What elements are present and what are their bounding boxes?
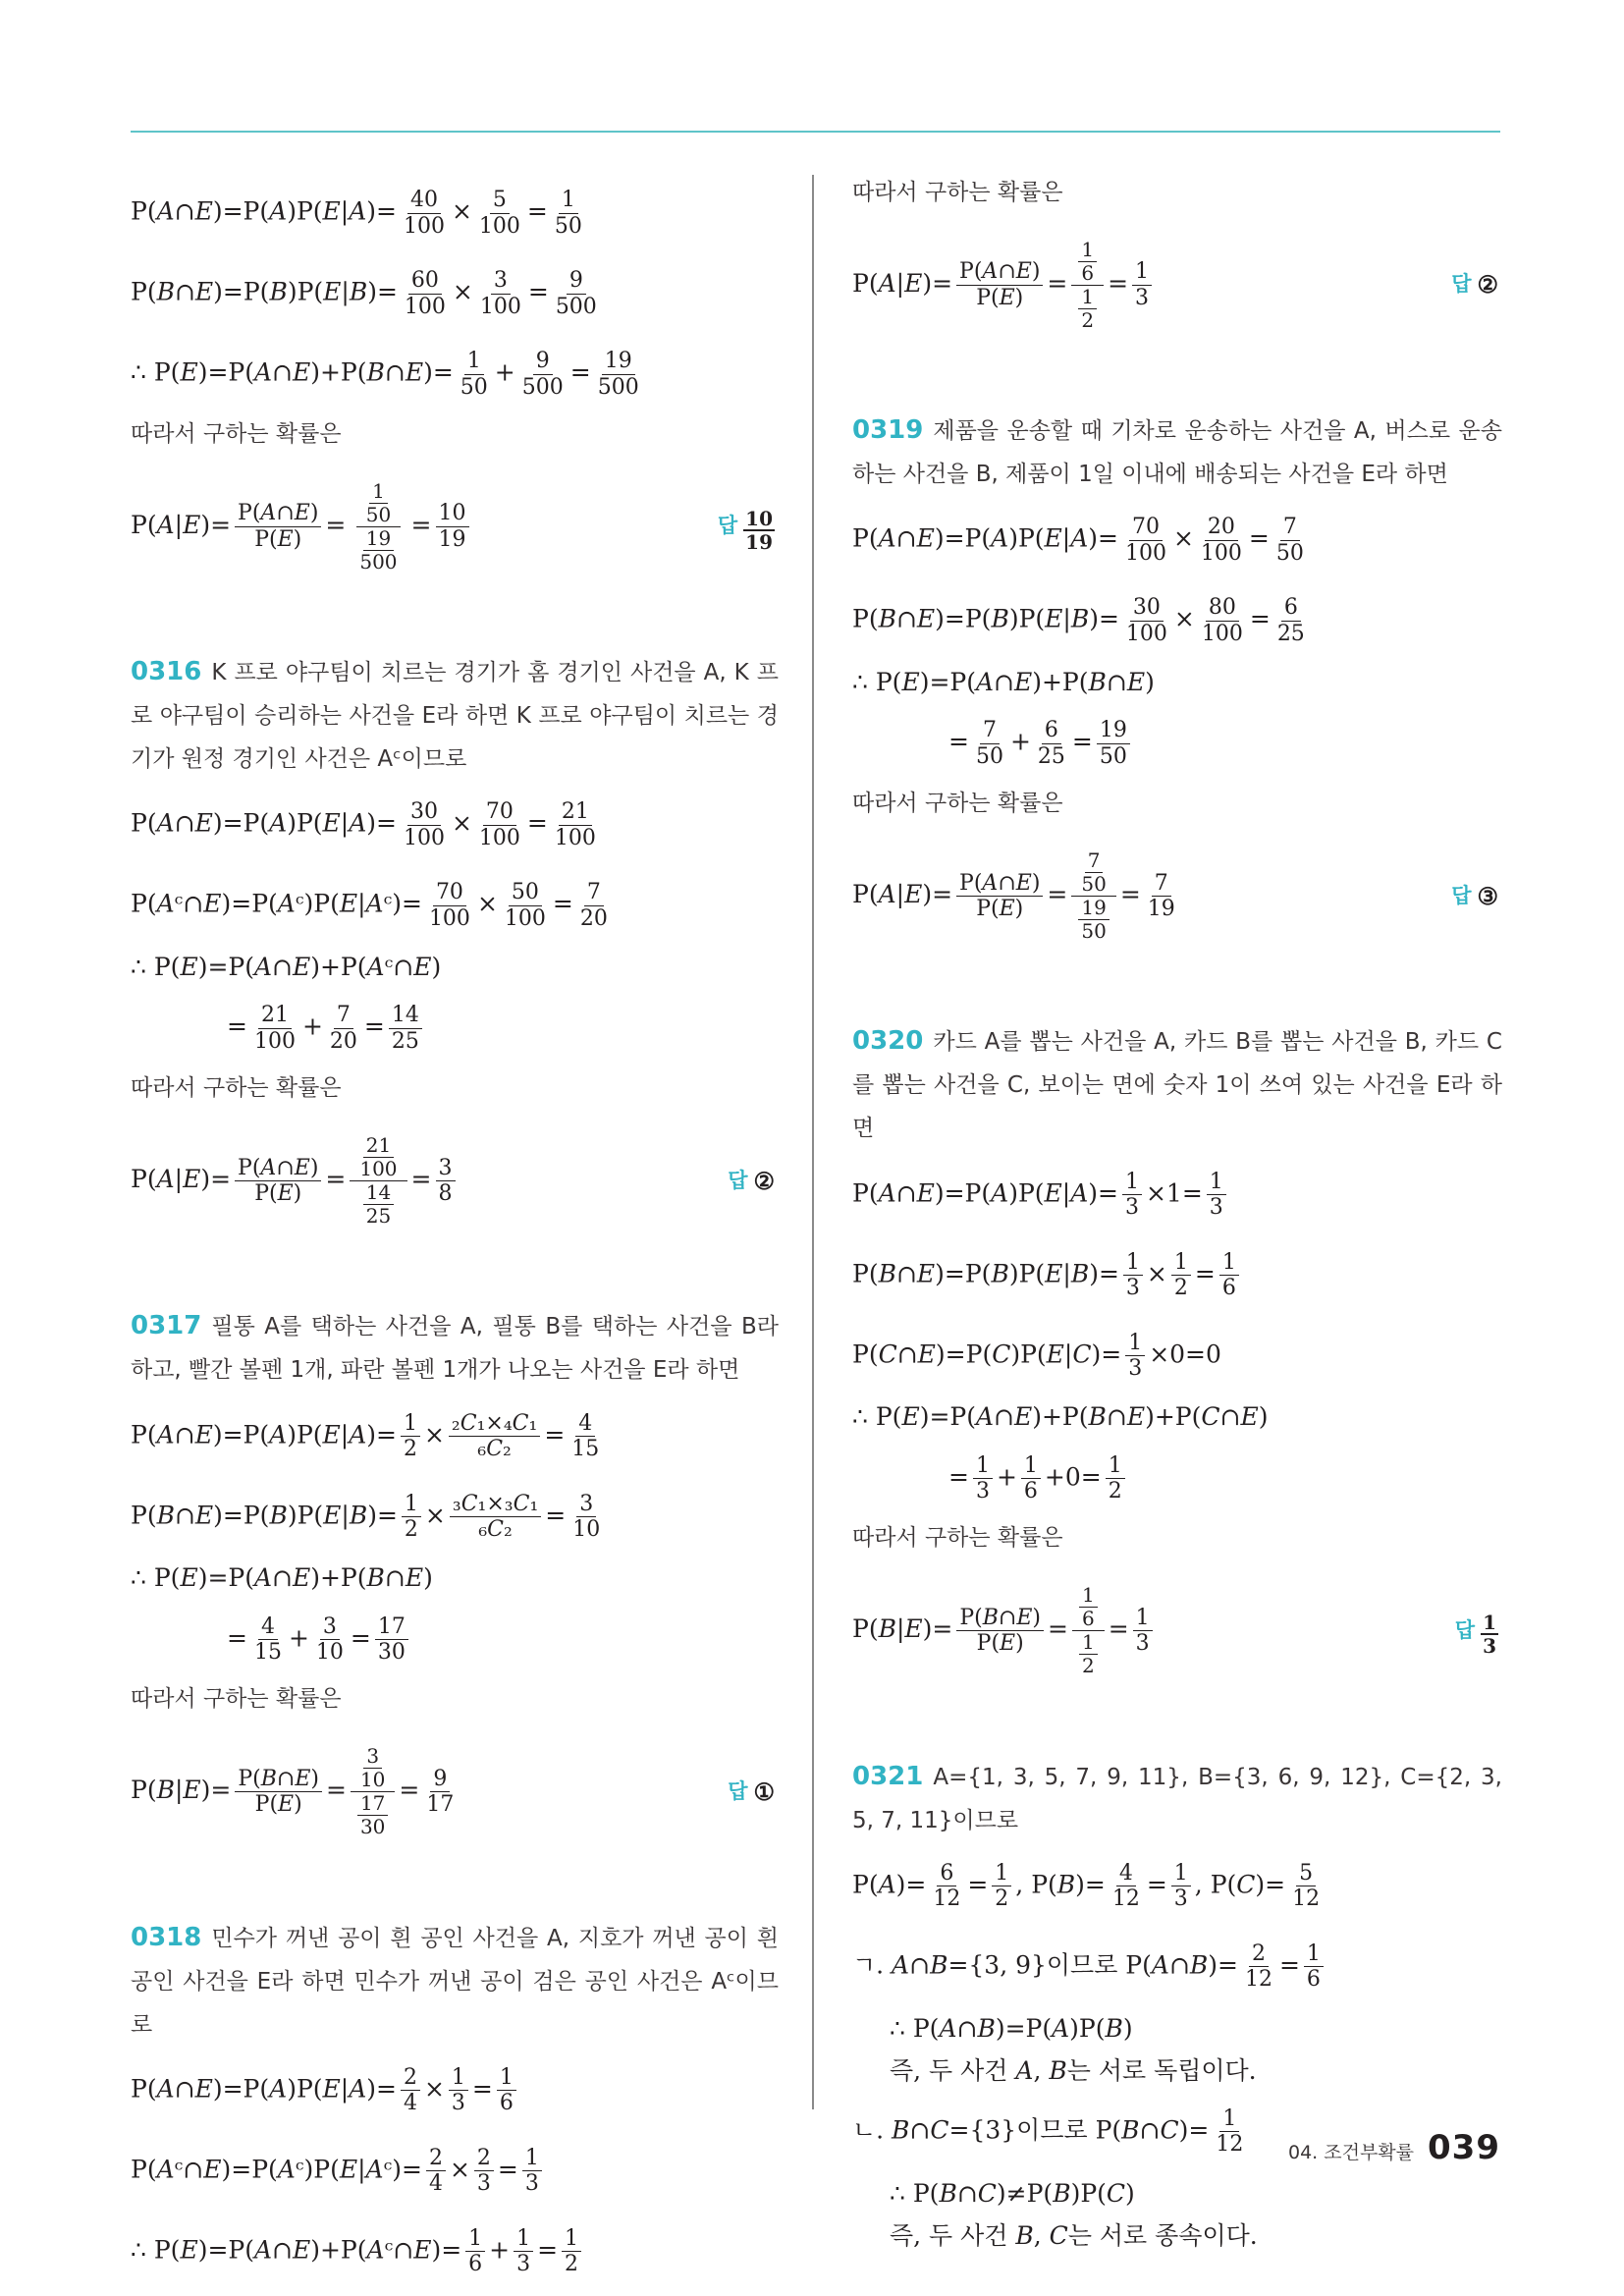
page-number: 039 (1428, 2128, 1500, 2167)
problem-number: 0318 (131, 1922, 202, 1952)
answer-label: 답 (717, 514, 738, 538)
answer-label: 답 (728, 1168, 748, 1192)
equation-line (852, 2011, 1502, 2046)
problem-0316 (131, 650, 779, 781)
chapter-label: 04. 조건부확률 (1287, 2142, 1415, 2163)
equation-line (131, 1560, 779, 1595)
equation: ㄱ. A∩B={3, 9}이므로 P(A∩B)= $\frac{2}{12}$ = $\frac{1}{6}$ (852, 1941, 1327, 1993)
equation-line (131, 2215, 779, 2288)
equation-line (852, 1442, 1502, 1514)
equation-line (852, 1319, 1502, 1392)
section-gap (852, 1708, 1502, 1747)
equation: P(Aᶜ∩E)=P(Aᶜ)P(E|Aᶜ)= $\frac{2}{4}$ × $\frac{2}{3}$ = $\frac{1}{3}$ (131, 2146, 546, 2197)
equation-line (852, 665, 1502, 699)
equation: P(B∩E)=P(B)P(E|B)= $\frac{30}{100}$ × $\frac{80}{100}$ = $\frac{6}{25}$ (852, 595, 1305, 646)
equation-line (131, 177, 779, 249)
equation-line (852, 2176, 1502, 2211)
equation-line (852, 220, 1502, 350)
problem-0318 (131, 1916, 779, 2047)
column-divider (812, 175, 814, 2109)
equation-line (131, 462, 779, 591)
equation: ∴ P(A∩B)=P(A)P(B) (890, 2013, 1133, 2043)
equation: P(A)= $\frac{6}{12}$ = $\frac{1}{2}$ , P(B)= $\frac{4}{12}$ = $\frac{1}{3}$ , P(C)= $\frac{5}{12}$ (852, 1860, 1321, 1912)
equation-line (852, 1238, 1502, 1311)
equation: = $\frac{21}{100}$ + $\frac{7}{20}$ = $\frac{14}{25}$ (227, 1003, 426, 1054)
answer (718, 501, 775, 553)
equation: P(A∩E)=P(A)P(E|A)= $\frac{30}{100}$ × $\frac{70}{100}$ = $\frac{21}{100}$ (131, 799, 596, 850)
equation-line (131, 1727, 779, 1857)
equation: P(B∩E)=P(B)P(E|B)= $\frac{1}{2}$ × $\frac{\text{₃C₁×₃C₁}}{\text{₆C₂}}$ = $\frac{3}{10}$ (131, 1491, 601, 1542)
equation-line (131, 1116, 779, 1245)
equation-line (852, 1931, 1502, 2003)
equation-line (852, 707, 1502, 780)
problem-0317 (131, 1304, 779, 1392)
problem-text: 필통 A를 택하는 사건을 A, 필통 B를 택하는 사건을 B라 하고, 빨간 볼펜 1개, 파란 볼펜 1개가 나오는 사건을 E라 하면 (131, 1314, 779, 1384)
conclusion-text: 따라서 구하는 확률은 (852, 791, 1063, 817)
equation: P(A|E)= $\frac{P(A\cap E)}{P(E)}$ = $\frac{\frac{1}{50}}{\frac{19}{500}}$ = $\frac{10}{19}$ (131, 480, 473, 574)
problem-text: K 프로 야구팀이 치르는 경기가 홈 경기인 사건을 A, K 프로 야구팀이 승리하는 사건을 E라 하면 K 프로 야구팀이 치르는 경기가 원정 경기인 사건은 Aᶜ이므로 (131, 660, 779, 773)
equation-line (131, 789, 779, 861)
answer-value: ① (753, 1777, 775, 1806)
answer-label: 답 (1451, 272, 1472, 297)
equation: P(A∩E)=P(A)P(E|A)= $\frac{70}{100}$ × $\frac{20}{100}$ = $\frac{7}{50}$ (852, 515, 1304, 566)
section-gap (131, 1869, 779, 1908)
problem-text: 제품을 운송할 때 기차로 운송하는 사건을 A, 버스로 운송하는 사건을 B, 제품이 1일 이내에 배송되는 사건을 E라 하면 (852, 418, 1502, 488)
equation-line (131, 869, 779, 942)
answer-value: ② (1477, 270, 1498, 300)
equation: P(B|E)= $\frac{P(B\cap E)}{P(E)}$ = $\frac{\frac{1}{6}}{\frac{1}{2}}$ = $\frac{1}{3}$ (852, 1584, 1157, 1677)
equation-line (852, 2218, 1502, 2253)
answer-value: ③ (1477, 881, 1498, 910)
problem-text: 카드 A를 뽑는 사건을 A, 카드 B를 뽑는 사건을 B, 카드 C를 뽑는 사건을 C, 보이는 면에 숫자 1이 쓰여 있는 사건을 E라 하면 (852, 1029, 1502, 1142)
problem-0321 (852, 1755, 1502, 1842)
section-gap (852, 361, 1502, 401)
equation-line (131, 338, 779, 410)
conclusion-text: 따라서 구하는 확률은 (131, 1075, 342, 1102)
problem-text: 민수가 꺼낸 공이 흰 공인 사건을 A, 지호가 꺼낸 공이 흰 공인 사건을 E라 하면 민수가 꺼낸 공이 검은 공인 사건은 Aᶜ이므로 (131, 1925, 779, 2038)
equation: 즉, 두 사건 A, B는 서로 독립이다. (890, 2055, 1257, 2085)
equation: P(A∩E)=P(A)P(E|A)= $\frac{1}{3}$ ×1= $\frac{1}{3}$ (852, 1170, 1230, 1221)
conclusion-text: 따라서 구하는 확률은 (852, 1525, 1063, 1552)
conclusion-text: 따라서 구하는 확률은 (131, 421, 342, 447)
equation-line (852, 504, 1502, 576)
equation-line (852, 584, 1502, 657)
equation-line (131, 1480, 779, 1553)
equation-line (852, 1399, 1502, 1434)
answer-value: $\frac{10}{19}$ (745, 506, 773, 554)
equation: P(A∩E)=P(A)P(E|A)= $\frac{40}{100}$ × $\frac{5}{100}$ = $\frac{1}{50}$ (131, 188, 582, 239)
equation: P(A∩E)=P(A)P(E|A)= $\frac{2}{4}$ × $\frac{1}{3}$ = $\frac{1}{6}$ (131, 2065, 520, 2116)
problem-number: 0317 (131, 1311, 202, 1341)
equation: P(A∩E)=P(A)P(E|A)= $\frac{1}{2}$ × $\frac{\text{₂C₁×₄C₁}}{\text{₆C₂}}$ = $\frac{4}{15}$ (131, 1410, 600, 1461)
equation: ㄴ. B∩C={3}이므로 P(B∩C)= $\frac{1}{12}$ (852, 2105, 1244, 2158)
equation: 즉, 두 사건 B, C는 서로 종속이다. (890, 2220, 1258, 2250)
conclusion-text: 따라서 구하는 확률은 (852, 180, 1063, 205)
equation-line (852, 1850, 1502, 1923)
section-gap (131, 603, 779, 642)
equation: P(A|E)= $\frac{P(A\cap E)}{P(E)}$ = $\frac{\frac{1}{6}}{\frac{1}{2}}$ = $\frac{1}{3}$ (852, 239, 1156, 332)
answer (1455, 1605, 1498, 1657)
equation: = $\frac{4}{15}$ + $\frac{3}{10}$ = $\frac{17}{30}$ (227, 1614, 412, 1666)
equation: = $\frac{7}{50}$ + $\frac{6}{25}$ = $\frac{19}{50}$ (948, 718, 1134, 769)
equation: P(Aᶜ∩E)=P(Aᶜ)P(E|Aᶜ)= $\frac{70}{100}$ × $\frac{50}{100}$ = $\frac{7}{20}$ (131, 880, 608, 931)
page-footer (1288, 2128, 1500, 2167)
equation-line (131, 257, 779, 330)
equation-line (852, 1566, 1502, 1696)
equation: ∴ P(E)=P(A∩E)+P(Aᶜ∩E)= $\frac{1}{6}$ + $\frac{1}{3}$ = $\frac{1}{2}$ (131, 2226, 585, 2277)
equation-line (131, 1603, 779, 1675)
answer-label: 답 (1451, 883, 1472, 907)
left-column (131, 169, 779, 2296)
equation: P(A|E)= $\frac{P(A\cap E)}{P(E)}$ = $\frac{\frac{21}{100}}{\frac{14}{25}}$ = $\frac{3}{8}$ (131, 1134, 460, 1228)
section-gap (131, 1257, 779, 1296)
problem-0319 (852, 409, 1502, 496)
header-rule (131, 131, 1500, 133)
equation-line (852, 831, 1502, 960)
equation: P(C∩E)=P(C)P(E|C)= $\frac{1}{3}$ ×0=0 (852, 1330, 1221, 1381)
answer-value: $\frac{1}{3}$ (1483, 1611, 1496, 1659)
answer (1451, 880, 1498, 913)
equation-line (852, 2053, 1502, 2088)
equation: P(B∩E)=P(B)P(E|B)= $\frac{60}{100}$ × $\frac{3}{100}$ = $\frac{9}{500}$ (131, 268, 597, 319)
equation: ∴ P(B∩C)≠P(B)P(C) (890, 2178, 1135, 2208)
equation-line (852, 1158, 1502, 1230)
answer (728, 1165, 775, 1198)
conclusion-text: 따라서 구하는 확률은 (131, 1686, 342, 1713)
problem-number: 0320 (852, 1026, 924, 1057)
answer (1451, 268, 1498, 301)
equation-line (131, 1399, 779, 1472)
equation: ∴ P(E)=P(A∩E)+P(B∩E)+P(C∩E) (852, 1402, 1269, 1432)
equation: ∴ P(E)=P(A∩E)+P(B∩E) (852, 668, 1155, 697)
problem-0320 (852, 1019, 1502, 1150)
equation: P(A|E)= $\frac{P(A\cap E)}{P(E)}$ = $\frac{\frac{7}{50}}{\frac{19}{50}}$ = $\frac{7}{19}$ (852, 847, 1175, 943)
equation-line (131, 2054, 779, 2127)
equation: ∴ P(E)=P(A∩E)+P(B∩E)= $\frac{1}{50}$ + $\frac{9}{500}$ = $\frac{19}{500}$ (131, 349, 639, 400)
equation: P(B|E)= $\frac{P(B\cap E)}{P(E)}$ = $\frac{\frac{3}{10}}{\frac{17}{30}}$ = $\frac{9}{17}$ (131, 1744, 455, 1839)
equation: ∴ P(E)=P(A∩E)+P(B∩E) (131, 1563, 433, 1593)
equation: ∴ P(E)=P(A∩E)+P(Aᶜ∩E) (131, 953, 442, 982)
section-gap (852, 972, 1502, 1011)
problem-number: 0319 (852, 415, 924, 446)
problem-text: A={1, 3, 5, 7, 9, 11}, B={3, 6, 9, 12}, C={2, 3, 5, 7, 11}이므로 (852, 1764, 1502, 1833)
answer-label: 답 (728, 1778, 748, 1803)
problem-number: 0321 (852, 1761, 924, 1791)
equation-line (131, 992, 779, 1065)
problem-number: 0316 (131, 657, 202, 687)
equation-line (131, 2135, 779, 2208)
answer-value: ② (753, 1166, 775, 1195)
answer-label: 답 (1454, 1617, 1476, 1642)
answer (728, 1776, 775, 1809)
equation: P(B∩E)=P(B)P(E|B)= $\frac{1}{3}$ × $\frac{1}{2}$ = $\frac{1}{6}$ (852, 1250, 1243, 1301)
equation-line (131, 950, 779, 984)
right-column (852, 169, 1502, 2261)
equation: = $\frac{1}{3}$ + $\frac{1}{6}$ +0= $\frac{1}{2}$ (948, 1453, 1129, 1504)
